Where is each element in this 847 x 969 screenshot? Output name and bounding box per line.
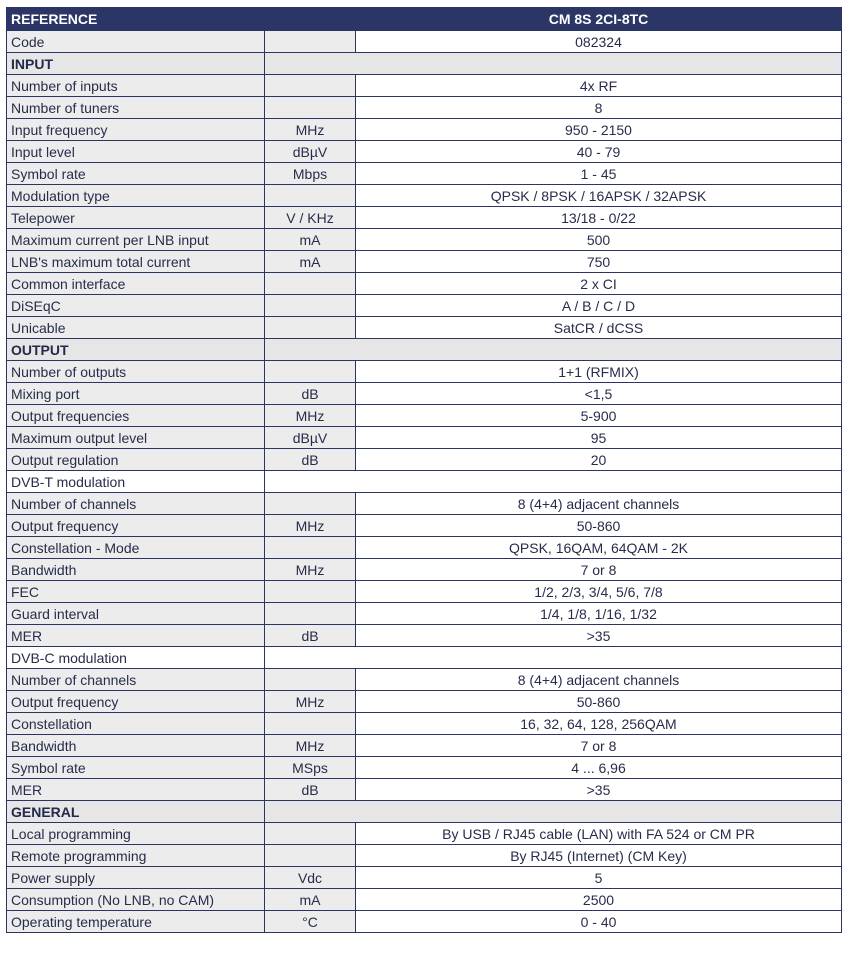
- spec-label: Telepower: [7, 207, 265, 229]
- section-filler-cell: [265, 53, 842, 75]
- spec-value: 2 x CI: [356, 273, 842, 295]
- spec-row: [7, 163, 842, 185]
- spec-value: 950 - 2150: [356, 119, 842, 141]
- subsection-title: DVB-C modulation: [7, 647, 265, 669]
- spec-row: [7, 867, 842, 889]
- spec-unit: MHz: [265, 119, 356, 141]
- spec-row: [7, 493, 842, 515]
- spec-unit: Mbps: [265, 163, 356, 185]
- spec-unit: [265, 185, 356, 207]
- spec-value: 0 - 40: [356, 911, 842, 933]
- spec-label: Number of inputs: [7, 75, 265, 97]
- spec-value: QPSK, 16QAM, 64QAM - 2K: [356, 537, 842, 559]
- spec-row: [7, 405, 842, 427]
- spec-value: 50-860: [356, 515, 842, 537]
- spec-label: Modulation type: [7, 185, 265, 207]
- spec-row: [7, 889, 842, 911]
- spec-label: Constellation: [7, 713, 265, 735]
- spec-row: [7, 713, 842, 735]
- spec-label: Guard interval: [7, 603, 265, 625]
- spec-row: [7, 669, 842, 691]
- section-header-row: [7, 53, 842, 75]
- spec-unit: MHz: [265, 735, 356, 757]
- spec-label: Maximum output level: [7, 427, 265, 449]
- spec-value: A / B / C / D: [356, 295, 842, 317]
- spec-value: 95: [356, 427, 842, 449]
- spec-row: [7, 823, 842, 845]
- spec-unit: [265, 295, 356, 317]
- header-model-name: CM 8S 2CI-8TC: [356, 8, 842, 31]
- spec-unit: MHz: [265, 405, 356, 427]
- spec-value: 20: [356, 449, 842, 471]
- spec-value: 8 (4+4) adjacent channels: [356, 493, 842, 515]
- spec-value: 7 or 8: [356, 559, 842, 581]
- spec-unit: MHz: [265, 691, 356, 713]
- spec-unit: [265, 845, 356, 867]
- spec-unit: dBµV: [265, 427, 356, 449]
- section-filler-cell: [265, 801, 842, 823]
- spec-label: Input level: [7, 141, 265, 163]
- spec-label: Power supply: [7, 867, 265, 889]
- spec-row: [7, 779, 842, 801]
- spec-unit: dB: [265, 625, 356, 647]
- spec-value: 40 - 79: [356, 141, 842, 163]
- spec-label: Consumption (No LNB, no CAM): [7, 889, 265, 911]
- spec-value: 082324: [356, 31, 842, 53]
- spec-unit: MHz: [265, 559, 356, 581]
- spec-row: [7, 427, 842, 449]
- spec-row: [7, 317, 842, 339]
- spec-unit: mA: [265, 251, 356, 273]
- spec-unit: mA: [265, 889, 356, 911]
- spec-value: By RJ45 (Internet) (CM Key): [356, 845, 842, 867]
- spec-value: 1/2, 2/3, 3/4, 5/6, 7/8: [356, 581, 842, 603]
- spec-row: [7, 559, 842, 581]
- header-row: [7, 8, 842, 31]
- spec-label: Number of channels: [7, 669, 265, 691]
- spec-unit: [265, 493, 356, 515]
- spec-value: 13/18 - 0/22: [356, 207, 842, 229]
- spec-unit: mA: [265, 229, 356, 251]
- subsection-filler-cell: [265, 471, 842, 493]
- spec-label: Number of outputs: [7, 361, 265, 383]
- spec-value: 50-860: [356, 691, 842, 713]
- spec-unit: dBµV: [265, 141, 356, 163]
- spec-row: [7, 141, 842, 163]
- spec-label: Symbol rate: [7, 757, 265, 779]
- spec-value: 500: [356, 229, 842, 251]
- spec-row: [7, 603, 842, 625]
- spec-row: [7, 251, 842, 273]
- spec-row: [7, 119, 842, 141]
- spec-unit: [265, 537, 356, 559]
- section-filler-cell: [265, 339, 842, 361]
- header-reference-label: REFERENCE: [7, 8, 265, 31]
- subsection-row: [7, 647, 842, 669]
- subsection-filler-cell: [265, 647, 842, 669]
- spec-label: Operating temperature: [7, 911, 265, 933]
- spec-label: Output frequencies: [7, 405, 265, 427]
- spec-value: 8: [356, 97, 842, 119]
- spec-label: DiSEqC: [7, 295, 265, 317]
- spec-row: [7, 361, 842, 383]
- spec-row: [7, 625, 842, 647]
- spec-unit: [265, 273, 356, 295]
- spec-unit: [265, 823, 356, 845]
- spec-label: Unicable: [7, 317, 265, 339]
- spec-row: [7, 207, 842, 229]
- spec-label: Symbol rate: [7, 163, 265, 185]
- spec-row: [7, 383, 842, 405]
- spec-unit: [265, 317, 356, 339]
- spec-label: Input frequency: [7, 119, 265, 141]
- spec-label: Remote programming: [7, 845, 265, 867]
- spec-row: [7, 185, 842, 207]
- spec-row: [7, 845, 842, 867]
- spec-label: Common interface: [7, 273, 265, 295]
- section-header-row: [7, 801, 842, 823]
- section-title: GENERAL: [7, 801, 265, 823]
- spec-row: [7, 31, 842, 53]
- spec-label: Number of tuners: [7, 97, 265, 119]
- spec-value: >35: [356, 779, 842, 801]
- spec-value: 1 - 45: [356, 163, 842, 185]
- spec-label: Output frequency: [7, 691, 265, 713]
- spec-row: [7, 515, 842, 537]
- subsection-row: [7, 471, 842, 493]
- spec-unit: MSps: [265, 757, 356, 779]
- spec-unit: [265, 603, 356, 625]
- spec-row: [7, 97, 842, 119]
- spec-value: 5-900: [356, 405, 842, 427]
- spec-value: 1/4, 1/8, 1/16, 1/32: [356, 603, 842, 625]
- spec-value: 16, 32, 64, 128, 256QAM: [356, 713, 842, 735]
- spec-unit: dB: [265, 383, 356, 405]
- spec-label: Bandwidth: [7, 559, 265, 581]
- spec-value: SatCR / dCSS: [356, 317, 842, 339]
- spec-row: [7, 449, 842, 471]
- spec-value: QPSK / 8PSK / 16APSK / 32APSK: [356, 185, 842, 207]
- spec-table-body: [7, 31, 842, 933]
- section-title: INPUT: [7, 53, 265, 75]
- section-title: OUTPUT: [7, 339, 265, 361]
- spec-label: Bandwidth: [7, 735, 265, 757]
- spec-value: 2500: [356, 889, 842, 911]
- spec-unit: dB: [265, 779, 356, 801]
- spec-label: Maximum current per LNB input: [7, 229, 265, 251]
- spec-row: [7, 581, 842, 603]
- spec-unit: °C: [265, 911, 356, 933]
- spec-row: [7, 273, 842, 295]
- spec-row: [7, 229, 842, 251]
- spec-label: Number of channels: [7, 493, 265, 515]
- spec-unit: [265, 31, 356, 53]
- spec-row: [7, 757, 842, 779]
- spec-unit: [265, 97, 356, 119]
- spec-unit: MHz: [265, 515, 356, 537]
- section-header-row: [7, 339, 842, 361]
- spec-value: 5: [356, 867, 842, 889]
- spec-label: Output regulation: [7, 449, 265, 471]
- subsection-title: DVB-T modulation: [7, 471, 265, 493]
- spec-value: 8 (4+4) adjacent channels: [356, 669, 842, 691]
- spec-value: 1+1 (RFMIX): [356, 361, 842, 383]
- spec-unit: [265, 713, 356, 735]
- spec-row: [7, 691, 842, 713]
- spec-unit: [265, 361, 356, 383]
- spec-label: MER: [7, 779, 265, 801]
- spec-value: 750: [356, 251, 842, 273]
- spec-unit: Vdc: [265, 867, 356, 889]
- spec-label: Code: [7, 31, 265, 53]
- spec-row: [7, 537, 842, 559]
- spec-value: >35: [356, 625, 842, 647]
- spec-row: [7, 295, 842, 317]
- spec-value: 4 ... 6,96: [356, 757, 842, 779]
- spec-value: <1,5: [356, 383, 842, 405]
- header-unit-cell: [265, 8, 356, 31]
- spec-table: [6, 7, 842, 933]
- spec-unit: [265, 581, 356, 603]
- spec-label: Output frequency: [7, 515, 265, 537]
- spec-row: [7, 735, 842, 757]
- spec-unit: V / KHz: [265, 207, 356, 229]
- spec-row: [7, 75, 842, 97]
- spec-label: MER: [7, 625, 265, 647]
- spec-unit: [265, 669, 356, 691]
- spec-value: By USB / RJ45 cable (LAN) with FA 524 or CM PR: [356, 823, 842, 845]
- spec-label: FEC: [7, 581, 265, 603]
- spec-label: Constellation - Mode: [7, 537, 265, 559]
- spec-value: 7 or 8: [356, 735, 842, 757]
- spec-row: [7, 911, 842, 933]
- spec-label: Local programming: [7, 823, 265, 845]
- spec-label: LNB's maximum total current: [7, 251, 265, 273]
- spec-label: Mixing port: [7, 383, 265, 405]
- spec-value: 4x RF: [356, 75, 842, 97]
- spec-unit: dB: [265, 449, 356, 471]
- spec-unit: [265, 75, 356, 97]
